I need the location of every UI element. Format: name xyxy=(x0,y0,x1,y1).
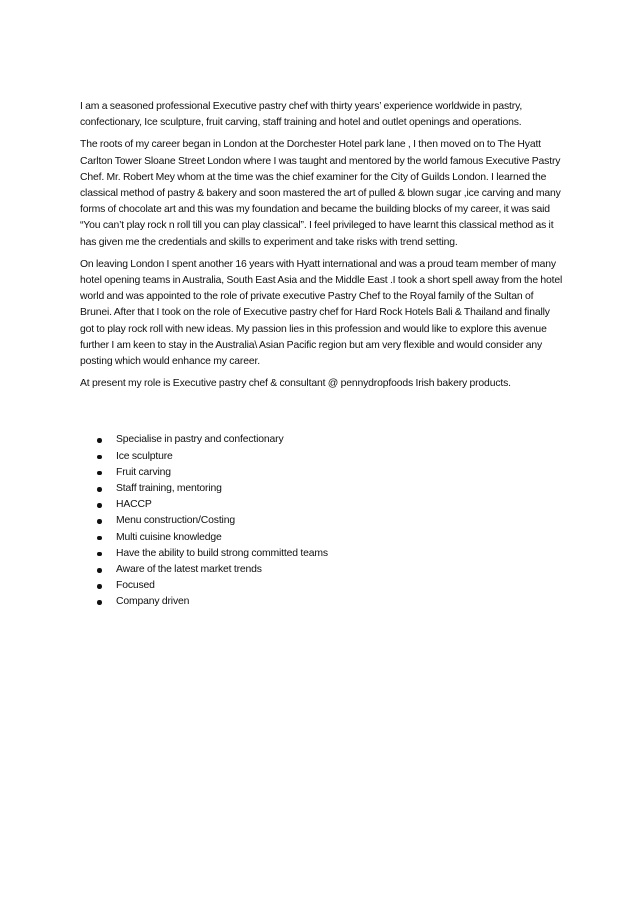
bullet-icon xyxy=(97,519,102,524)
list-item xyxy=(80,432,566,448)
career-history-paragraph: On leaving London I spent another 16 years with Hyatt international and was a proud team member of many hotel opening teams in Australia, South East Asia and the Middle East .I took a short spell away from the hotel world and was appointed to the role of private executive Pastry Chef to the Royal family of the Sultan of Brunei. After that I took on the role of Executive pastry chef for Hard Rock Hotels Bali & Thailand and finally got to play rock roll with new ideas. My passion lies in this profession and would like to explore this avenue further I am keen to stay in the Australia\ Asian Pacific region but am very flexible and would consider any posting which would enhance my career. xyxy=(80,258,563,368)
list-item-label: Focused xyxy=(116,580,155,592)
intro-paragraph: I am a seasoned professional Executive pastry chef with thirty years’ experience worldwide in pastry, confectionary, Ice sculpture, fruit carving, staff training and hotel and outlet openings and operations. xyxy=(80,101,523,129)
current-role-paragraph: At present my role is Executive pastry chef & consultant @ pennydropfoods Irish bakery products. xyxy=(80,378,511,390)
career-roots-paragraph: The roots of my career began in London at the Dorchester Hotel park lane , I then moved on to The Hyatt Carlton Tower Sloane Street London where I was taught and mentored by the world famous Executive Pastry Chef. Mr. Robert Mey whom at the time was the chief examiner for the City of Guilds London. I learned the classical method of pastry & bakery and soon mastered the art of pulled & blown sugar ,ice carving and many forms of chocolate art and this was my foundation and became the building blocks of my career, it was said “You can’t play rock n roll till you can play classical”. I feel privileged to have learnt this classical method as it has given me the credentials and skills to experiment and take risks with trend setting. xyxy=(80,139,561,248)
list-item xyxy=(80,562,566,578)
list-item xyxy=(80,465,566,481)
list-item-label: Company driven xyxy=(116,596,190,608)
list-item-label: Ice sculpture xyxy=(116,450,173,462)
bullet-icon xyxy=(97,455,102,460)
bullet-icon xyxy=(97,503,102,508)
list-item-label: Fruit carving xyxy=(116,466,171,478)
list-item xyxy=(80,513,566,529)
bullet-icon xyxy=(97,471,102,476)
list-item-label: Have the ability to build strong committed teams xyxy=(116,547,328,559)
document-body xyxy=(80,99,566,611)
bullet-icon xyxy=(97,552,102,557)
list-item xyxy=(80,594,566,610)
bullet-icon xyxy=(97,536,102,541)
list-item xyxy=(80,530,566,546)
list-item-label: HACCP xyxy=(116,499,152,511)
skills-bullet-list xyxy=(80,432,566,610)
list-item xyxy=(80,497,566,513)
bullet-icon xyxy=(97,487,102,492)
list-item-label: Aware of the latest market trends xyxy=(116,563,262,575)
list-item xyxy=(80,481,566,497)
list-item xyxy=(80,449,566,465)
list-item xyxy=(80,578,566,594)
list-item-label: Staff training, mentoring xyxy=(116,483,222,495)
bullet-icon xyxy=(97,584,102,589)
list-item xyxy=(80,546,566,562)
list-item-label: Menu construction/Costing xyxy=(116,515,235,527)
bullet-icon xyxy=(97,568,102,573)
list-item-label: Multi cuisine knowledge xyxy=(116,531,222,543)
list-item-label: Specialise in pastry and confectionary xyxy=(116,434,284,446)
bullet-icon xyxy=(97,438,102,443)
bullet-icon xyxy=(97,600,102,605)
